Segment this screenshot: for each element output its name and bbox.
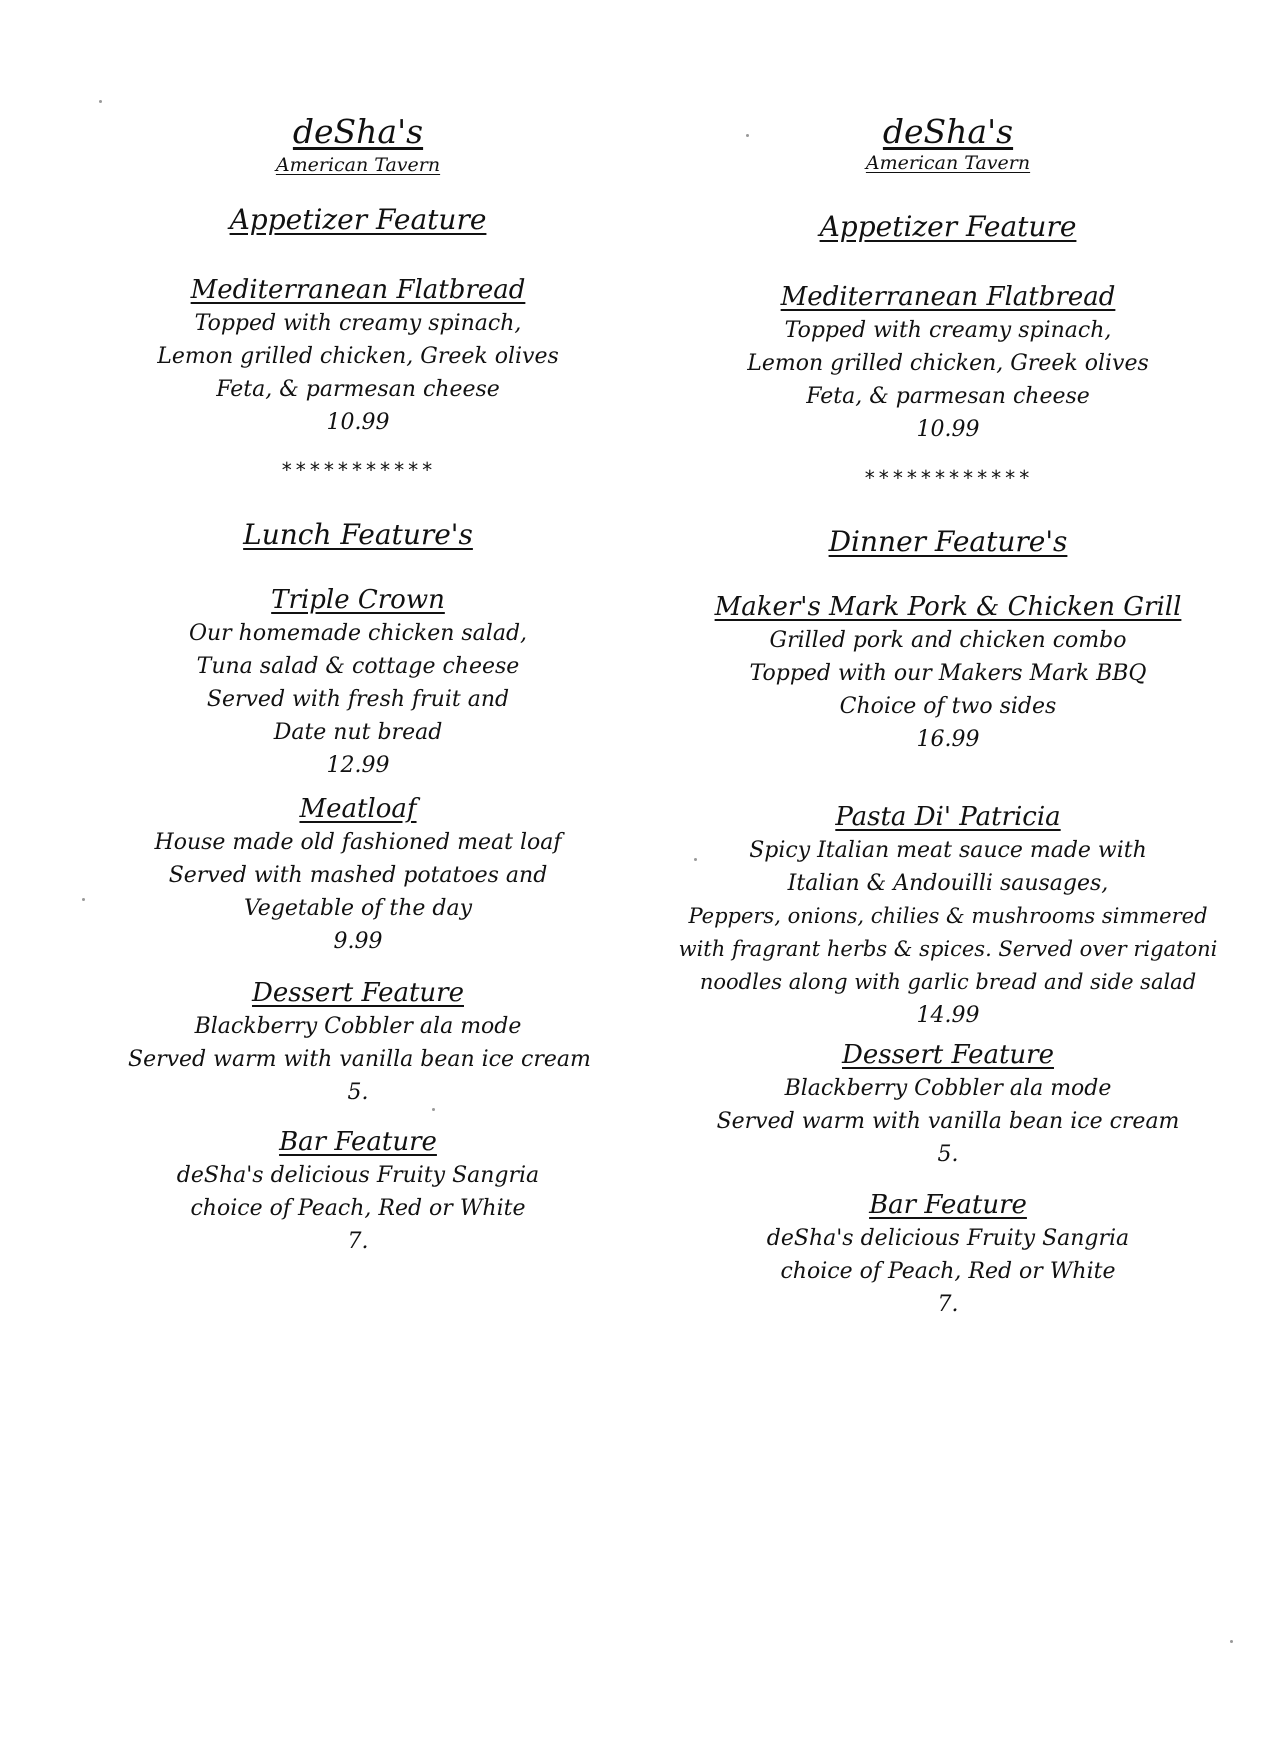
item-price: 10.99: [326, 410, 390, 435]
item-description: [668, 834, 1228, 1032]
restaurant-name: deSha's: [882, 112, 1014, 151]
item-title: Meatloaf: [299, 794, 417, 824]
description-line: Blackberry Cobbler ala mode: [784, 1076, 1112, 1101]
description-line: deSha's delicious Fruity Sangria: [766, 1226, 1130, 1251]
item-description: [668, 1222, 1228, 1321]
description-line: Tuna salad & cottage cheese: [196, 654, 520, 679]
description-line: Feta, & parmesan cheese: [806, 384, 1090, 409]
appetizer-heading: Appetizer Feature: [819, 210, 1077, 243]
restaurant-subtitle: American Tavern: [275, 154, 441, 176]
item-title: Dessert Feature: [842, 1040, 1054, 1070]
description-line: Served warm with vanilla bean ice cream: [128, 1047, 591, 1072]
scan-speck: [694, 858, 697, 861]
item-description: [668, 624, 1228, 756]
description-line: noodles along with garlic bread and side salad: [699, 970, 1197, 994]
description-line: Served with fresh fruit and: [206, 687, 510, 712]
item-description: [668, 314, 1228, 446]
appetizer-heading: Appetizer Feature: [229, 203, 487, 236]
item-price: 14.99: [916, 1003, 980, 1028]
item-price: 10.99: [916, 417, 980, 442]
description-line: House made old fashioned meat loaf: [154, 830, 562, 855]
scan-speck: [432, 1108, 435, 1111]
description-line: Topped with creamy spinach,: [784, 318, 1112, 343]
item-title: Pasta Di' Patricia: [835, 802, 1061, 832]
dessert-feature: [668, 1040, 1228, 1171]
menu-item: [128, 585, 588, 782]
menu-item: [668, 592, 1228, 756]
item-price: 5.: [347, 1080, 369, 1105]
description-line: Spicy Italian meat sauce made with: [749, 838, 1147, 863]
scan-speck: [746, 134, 749, 137]
description-line: Peppers, onions, chilies & mushrooms simmered: [688, 904, 1208, 928]
item-price: 7.: [347, 1229, 369, 1254]
description-line: Served with mashed potatoes and: [168, 863, 548, 888]
lunch-features-heading: Lunch Feature's: [243, 518, 473, 551]
description-line: deSha's delicious Fruity Sangria: [176, 1163, 540, 1188]
item-description: [128, 617, 588, 782]
description-line: Lemon grilled chicken, Greek olives: [157, 344, 559, 369]
restaurant-subtitle: American Tavern: [865, 152, 1031, 174]
description-line: Date nut bread: [273, 720, 443, 745]
scan-speck: [82, 898, 85, 901]
bar-feature: [668, 1190, 1228, 1321]
description-line: Grilled pork and chicken combo: [769, 628, 1127, 653]
item-title: Mediterranean Flatbread: [190, 275, 526, 305]
description-line: Vegetable of the day: [243, 896, 473, 921]
item-price: 9.99: [333, 929, 383, 954]
description-line: Blackberry Cobbler ala mode: [194, 1014, 522, 1039]
appetizer-item: [128, 275, 588, 439]
description-line: Italian & Andouilli sausages,: [787, 871, 1109, 896]
item-price: 5.: [937, 1142, 959, 1167]
restaurant-name: deSha's: [292, 112, 424, 151]
item-title: Bar Feature: [279, 1127, 437, 1157]
item-title: Bar Feature: [869, 1190, 1027, 1220]
item-description: [128, 826, 588, 958]
bar-feature: [128, 1127, 588, 1258]
description-line: choice of Peach, Red or White: [190, 1196, 526, 1221]
item-description: [128, 307, 588, 439]
item-description: [128, 1010, 591, 1109]
divider-stars: ************: [863, 466, 1033, 490]
appetizer-item: [668, 282, 1228, 446]
description-line: choice of Peach, Red or White: [780, 1259, 1116, 1284]
scan-speck: [1230, 1640, 1233, 1643]
item-title: Triple Crown: [271, 585, 445, 615]
description-line: Topped with our Makers Mark BBQ: [749, 661, 1147, 686]
item-title: Mediterranean Flatbread: [780, 282, 1116, 312]
description-line: with fragrant herbs & spices. Served over rigatoni: [678, 937, 1218, 961]
dessert-feature: [128, 978, 591, 1109]
item-description: [128, 1159, 588, 1258]
description-line: Choice of two sides: [839, 694, 1057, 719]
description-line: Feta, & parmesan cheese: [216, 377, 500, 402]
description-line: Served warm with vanilla bean ice cream: [716, 1109, 1180, 1134]
scan-speck: [99, 100, 102, 103]
menu-item: [668, 802, 1228, 1032]
item-title: Dessert Feature: [252, 978, 464, 1008]
item-price: 16.99: [916, 727, 980, 752]
item-price: 12.99: [326, 753, 390, 778]
divider-stars: ***********: [280, 458, 436, 482]
item-title: Maker's Mark Pork & Chicken Grill: [714, 592, 1182, 622]
description-line: Topped with creamy spinach,: [194, 311, 522, 336]
menu-item: [128, 794, 588, 958]
item-price: 7.: [937, 1292, 959, 1317]
item-description: [668, 1072, 1228, 1171]
dinner-features-heading: Dinner Feature's: [828, 525, 1068, 558]
description-line: Lemon grilled chicken, Greek olives: [747, 351, 1149, 376]
description-line: Our homemade chicken salad,: [188, 621, 528, 646]
